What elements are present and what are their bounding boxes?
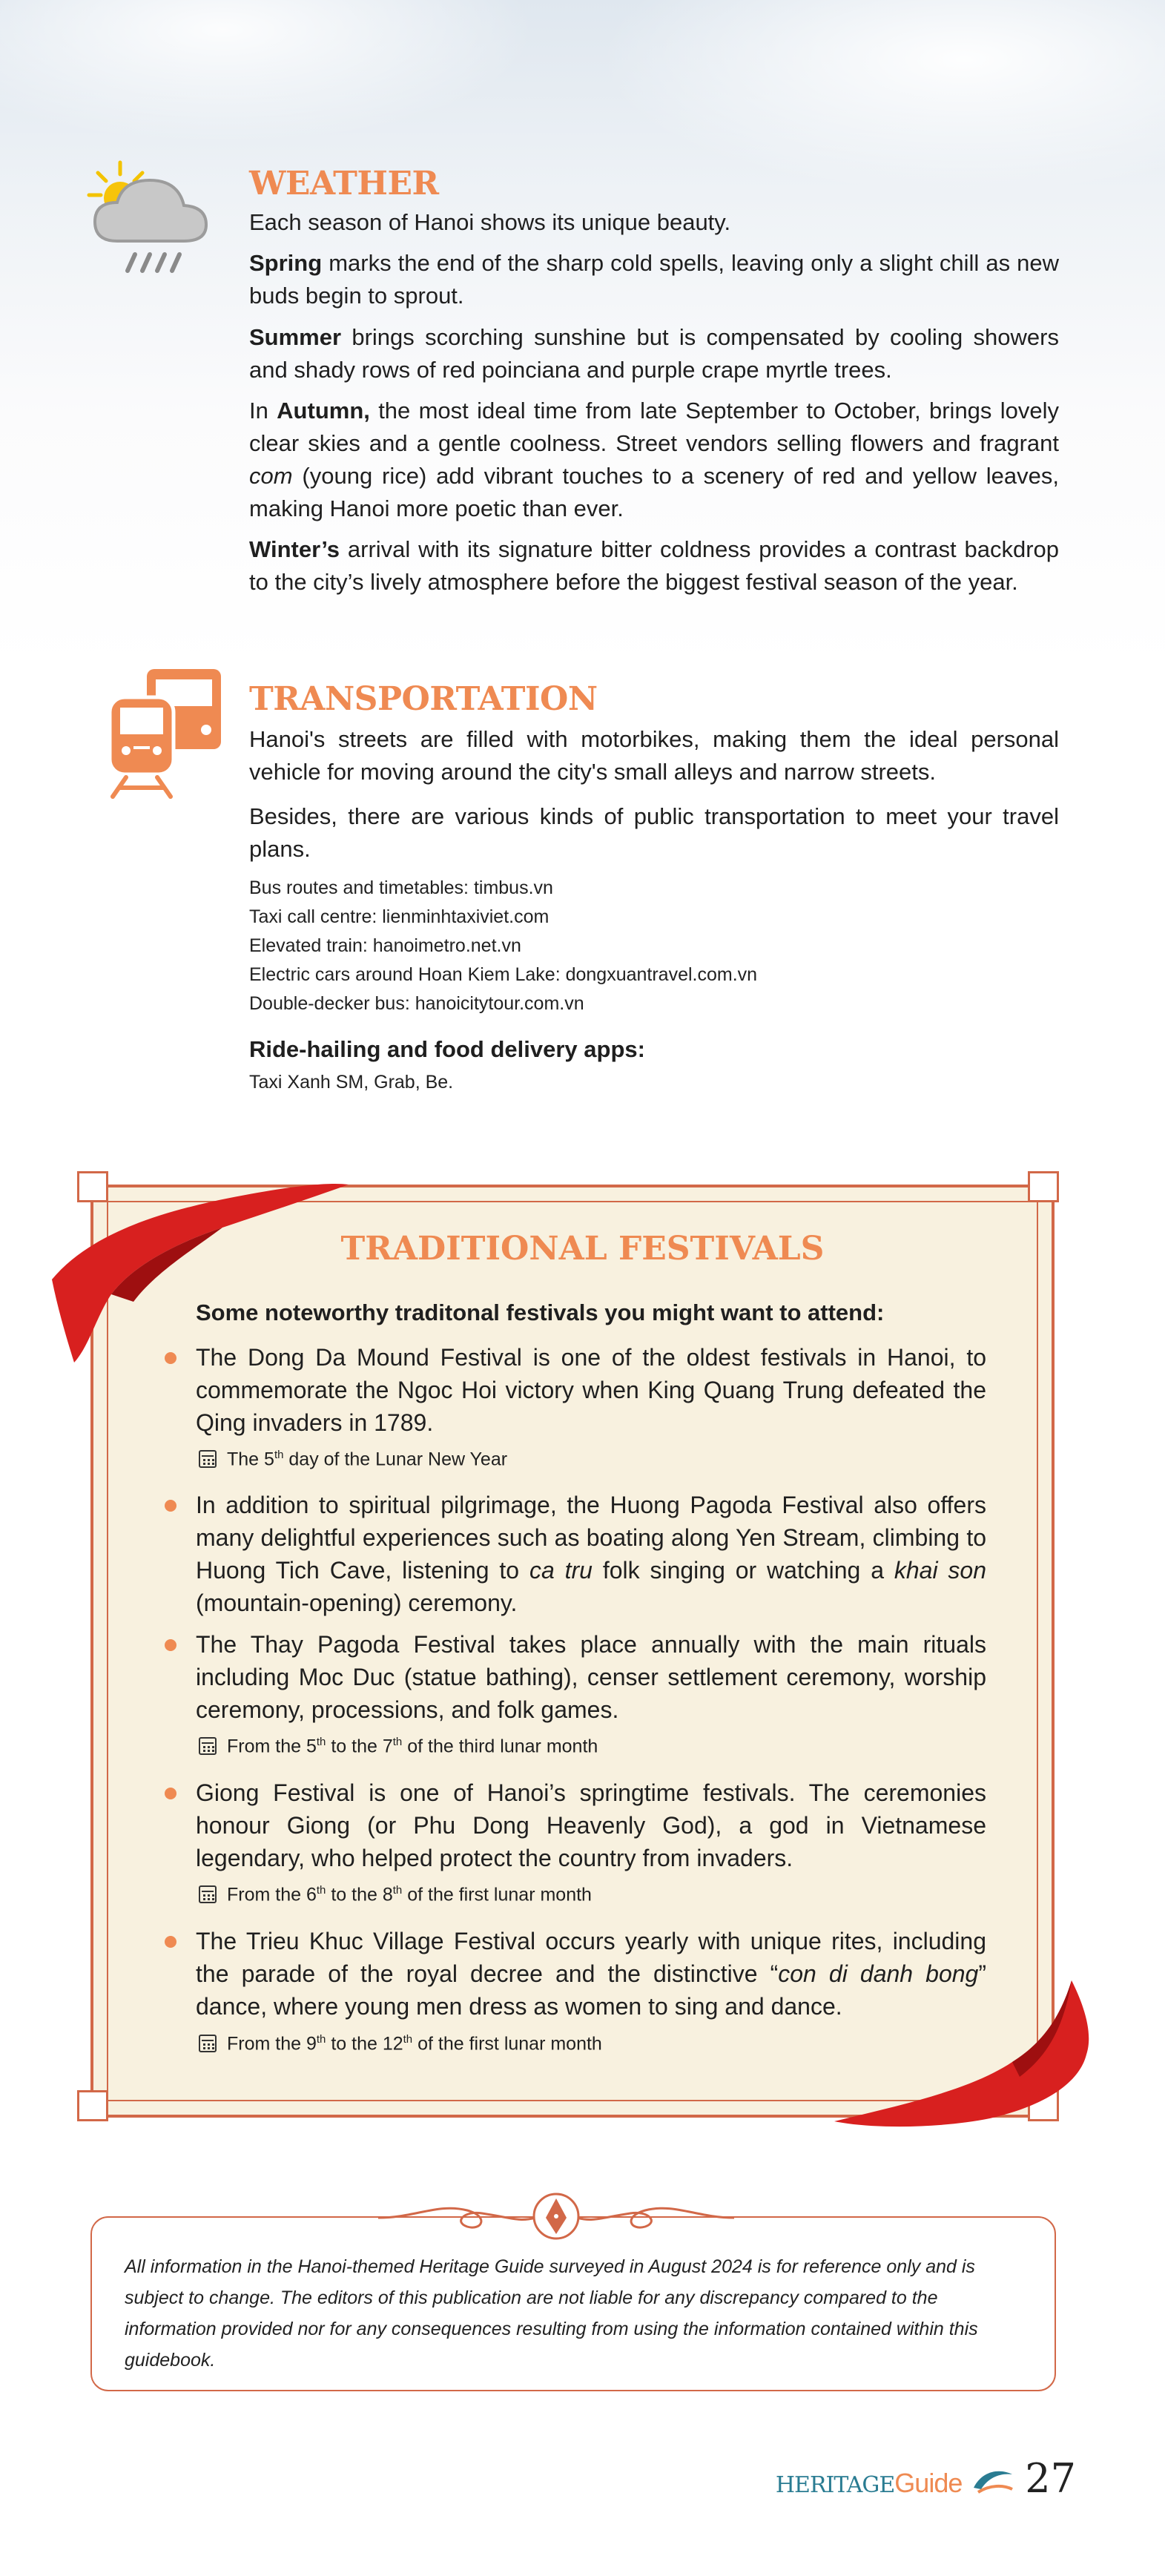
transport-icon	[104, 666, 230, 800]
calendar-icon	[199, 1450, 217, 1468]
transport-heading: TRANSPORTATION	[249, 680, 598, 718]
date-text: day of the Lunar New Year	[283, 1449, 508, 1470]
page-number: 27	[1025, 2455, 1076, 2502]
festival-text: folk singing or watching a	[592, 1557, 894, 1584]
date-text: of the first lunar month	[412, 2033, 602, 2055]
footer-brand	[776, 2455, 1076, 2502]
festival-italic: ca tru	[529, 1557, 593, 1584]
date-text: From the 9	[227, 2033, 317, 2055]
date-sup: th	[392, 1884, 403, 1897]
festival-text: The Trieu Khuc Village Festival occurs yearly with unique rites, including the parade of the royal decree and the distinctive “	[196, 1928, 986, 1987]
date-text: to the 12	[326, 2033, 403, 2055]
brand-heritage: HERITAGE	[775, 2472, 895, 2498]
calendar-icon	[199, 1737, 217, 1755]
transport-apps-label	[249, 1033, 1059, 1066]
transport-link-electric-car[interactable]: Electric cars around Hoan Kiem Lake: dongxuantravel.com.vn	[249, 964, 758, 985]
date-sup: th	[316, 2033, 326, 2046]
festival-item-giong	[196, 1776, 986, 1874]
festival-item-huong-pagoda	[196, 1489, 986, 1619]
festival-italic: khai son	[894, 1557, 987, 1584]
bullet-icon	[165, 1639, 176, 1651]
autumn-pre: In	[249, 398, 277, 424]
festival-text: ” dance, where young men dress as women to sing and dance.	[196, 1960, 986, 2020]
bullet-icon	[165, 1788, 176, 1799]
date-sup: th	[403, 2033, 413, 2046]
winter-text: arrival with its signature bitter coldness provides a contrast backdrop to the city’s lively atmosphere before the biggest festival season of the year.	[249, 536, 1059, 595]
date-text: to the 8	[326, 1884, 393, 1905]
weather-heading: WEATHER	[249, 165, 439, 202]
summer-label: Summer	[249, 324, 342, 350]
festival-text: Giong Festival is one of Hanoi’s springtime festivals. The ceremonies honour Giong (or Phu Dong Heavenly God), a god in Vietnamese legendary, who helped protect the country from invaders.	[196, 1779, 986, 1871]
festival-italic: con di danh bong	[778, 1960, 979, 1987]
spring-text: marks the end of the sharp cold spells, leaving only a slight chill as new buds begin to sprout.	[249, 250, 1059, 309]
date-text: From the 5	[227, 1736, 317, 1757]
spring-label: Spring	[249, 250, 323, 276]
weather-summer	[249, 321, 1059, 386]
bullet-icon	[165, 1936, 176, 1948]
date-text: of the third lunar month	[402, 1736, 598, 1757]
transport-link-double-decker[interactable]: Double-decker bus: hanoicitytour.com.vn	[249, 993, 584, 1014]
brand-logo-icon	[971, 2465, 1015, 2498]
festival-date-trieu-khuc	[199, 2027, 602, 2056]
frame-corner-tr	[1028, 1171, 1059, 1202]
transport-link-taxi[interactable]: Taxi call centre: lienminhtaxiviet.com	[249, 906, 550, 927]
festivals-intro: Some noteworthy traditonal festivals you might want to attend:	[196, 1299, 885, 1325]
weather-intro: Each season of Hanoi shows its unique beauty.	[249, 209, 731, 235]
pen-nib-ornament-icon	[371, 2188, 742, 2244]
calendar-icon	[199, 1885, 217, 1903]
bullet-icon	[165, 1500, 176, 1512]
weather-icon	[82, 152, 230, 286]
transport-p2: Besides, there are various kinds of public transportation to meet your travel plans.	[249, 803, 1059, 862]
festival-item-dong-da	[196, 1341, 986, 1439]
date-text: of the first lunar month	[402, 1884, 592, 1905]
weather-winter	[249, 533, 1059, 599]
transport-p1: Hanoi's streets are filled with motorbikes, making them the ideal personal vehicle for moving around the city's small alleys and narrow streets.	[249, 726, 1059, 785]
transport-link-bus[interactable]: Bus routes and timetables: timbus.vn	[249, 877, 553, 898]
apps-label: Ride-hailing and food delivery apps:	[249, 1036, 645, 1062]
autumn-text-2: (young rice) add vibrant touches to a scenery of red and yellow leaves, making Hanoi more poetic than ever.	[249, 463, 1059, 521]
date-text: From the 6	[227, 1884, 317, 1905]
transport-link-train[interactable]: Elevated train: hanoimetro.net.vn	[249, 935, 521, 956]
date-text: The 5	[227, 1449, 274, 1470]
festival-date-giong	[199, 1878, 592, 1907]
autumn-text-1: the most ideal time from late September to October, brings lovely clear skies and a gentle coolness. Street vendors selling flowers and fragrant	[249, 398, 1059, 456]
autumn-label: Autumn,	[277, 398, 370, 424]
date-sup: th	[392, 1736, 403, 1748]
weather-autumn	[249, 395, 1059, 525]
festival-text: The Thay Pagoda Festival takes place annually with the main rituals including Moc Duc (statue bathing), censer settlement ceremony, worship ceremony, processions, and folk games.	[196, 1631, 986, 1723]
bullet-icon	[165, 1352, 176, 1364]
festival-date-thay-pagoda	[199, 1730, 598, 1759]
date-sup: th	[316, 1884, 326, 1897]
festival-text: In addition to spiritual pilgrimage, the Huong Pagoda Festival also offers many delightful experiences such as boating along Yen Stream, climbing to Huong Tich Cave, listening to	[196, 1492, 986, 1584]
transport-apps: Taxi Xanh SM, Grab, Be.	[249, 1072, 454, 1093]
festival-item-trieu-khuc	[196, 1925, 986, 2023]
date-text: to the 7	[326, 1736, 393, 1757]
festivals-heading: TRADITIONAL FESTIVALS	[340, 1230, 825, 1268]
festival-text: The Dong Da Mound Festival is one of the oldest festivals in Hanoi, to commemorate the Ngoc Hoi victory when King Quang Trung defeated the Qing invaders in 1789.	[196, 1344, 986, 1436]
festival-date-dong-da	[199, 1443, 507, 1472]
date-sup: th	[316, 1736, 326, 1748]
disclaimer-text: All information in the Hanoi-themed Heritage Guide surveyed in August 2024 is for reference only and is subject to change. The editors of this publication are not liable for any discrepancy compared to the information provided nor for any consequences resulting from using the information contained within this guidebook.	[125, 2256, 978, 2371]
date-sup: th	[274, 1449, 284, 1461]
calendar-icon	[199, 2035, 217, 2052]
weather-spring	[249, 247, 1059, 312]
autumn-italic: com	[249, 463, 293, 489]
brand-guide: Guide	[894, 2468, 963, 2498]
festival-text: (mountain-opening) ceremony.	[196, 1590, 518, 1616]
winter-label: Winter’s	[249, 536, 340, 562]
festival-item-thay-pagoda	[196, 1628, 986, 1726]
frame-corner-bl	[77, 2090, 108, 2121]
summer-text: brings scorching sunshine but is compensated by cooling showers and shady rows of red poinciana and purple crape myrtle trees.	[249, 324, 1059, 383]
